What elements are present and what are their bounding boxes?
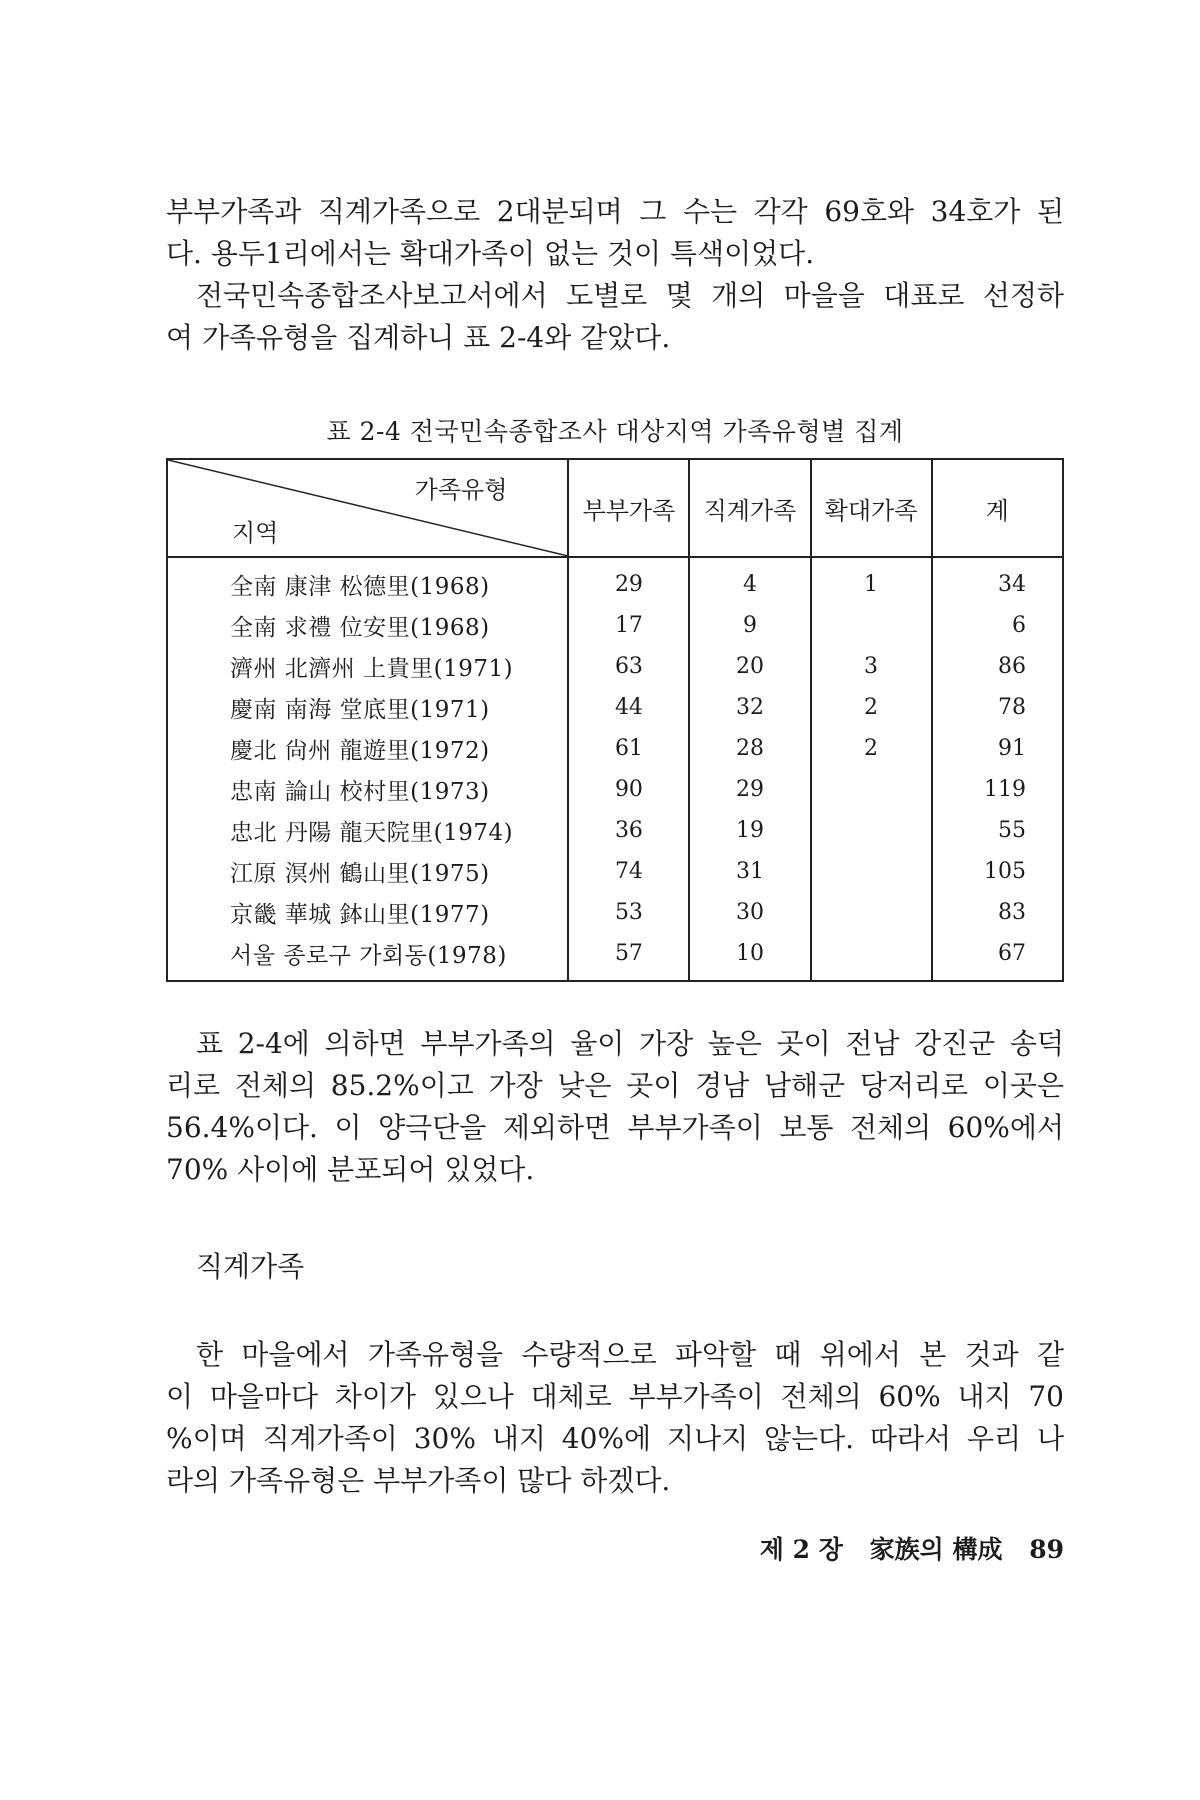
- intro-line: 다. 용두1리에서는 확대가족이 없는 것이 특색이었다.: [166, 237, 815, 270]
- extended-family-cell: 1: [811, 557, 932, 605]
- region-cell: 江原 溟州 鶴山里(1975): [167, 851, 568, 892]
- stem-family-cell: 9: [689, 605, 810, 646]
- region-cell: 忠南 論山 校村里(1973): [167, 769, 568, 810]
- nuclear-family-cell: 57: [568, 933, 689, 981]
- nuclear-family-cell: 53: [568, 892, 689, 933]
- page-number: 89: [1029, 1535, 1064, 1564]
- analysis-line: 표 2-4에 의하면 부부가족의 율이 가장 높은 곳이 전남 강진군 송덕: [196, 1027, 1064, 1060]
- total-cell: 83: [932, 892, 1063, 933]
- column-header: 부부가족: [568, 459, 689, 557]
- region-cell: 서울 종로구 가회동(1978): [167, 933, 568, 981]
- diagonal-line: [168, 460, 568, 556]
- column-header: 계: [932, 459, 1063, 557]
- stem-family-cell: 20: [689, 646, 810, 687]
- chapter-label: 제 2 장: [759, 1535, 843, 1564]
- table-row: [167, 646, 1063, 687]
- extended-family-cell: [811, 769, 932, 810]
- table-caption: 표 2-4 전국민속종합조사 대상지역 가족유형별 집계: [326, 417, 904, 446]
- total-cell: 86: [932, 646, 1063, 687]
- stem-family-cell: 10: [689, 933, 810, 981]
- region-cell: 京畿 華城 鉢山里(1977): [167, 892, 568, 933]
- extended-family-cell: [811, 892, 932, 933]
- intro-line: 전국민속종합조사보고서에서 도별로 몇 개의 마을을 대표로 선정하: [196, 279, 1064, 312]
- total-cell: 105: [932, 851, 1063, 892]
- table-row: [167, 892, 1063, 933]
- analysis-line: 56.4%이다. 이 양극단을 제외하면 부부가족이 보통 전체의 60%에서: [166, 1111, 1064, 1144]
- stem-family-cell: 4: [689, 557, 810, 605]
- column-type-label: 가족유형: [414, 476, 508, 504]
- table-header-row: [167, 459, 1063, 557]
- intro-line: 부부가족과 직계가족으로 2대분되며 그 수는 각각 69호와 34호가 된: [166, 195, 1064, 228]
- total-cell: 91: [932, 728, 1063, 769]
- table-row: [167, 851, 1063, 892]
- nuclear-family-cell: 90: [568, 769, 689, 810]
- conclusion-line: %이며 직계가족이 30% 내지 40%에 지나지 않는다. 따라서 우리 나: [166, 1422, 1064, 1455]
- stem-family-cell: 32: [689, 687, 810, 728]
- table-row: [167, 605, 1063, 646]
- region-label: 지역: [232, 519, 279, 547]
- intro-paragraph: [166, 191, 1064, 359]
- table-row: [167, 557, 1063, 605]
- total-cell: 34: [932, 557, 1063, 605]
- extended-family-cell: 3: [811, 646, 932, 687]
- conclusion-paragraph: [166, 1334, 1064, 1502]
- table-row: [167, 933, 1063, 981]
- extended-family-cell: [811, 810, 932, 851]
- analysis-line: 리로 전체의 85.2%이고 가장 낮은 곳이 경남 남해군 당저리로 이곳은: [166, 1069, 1064, 1102]
- stem-family-cell: 19: [689, 810, 810, 851]
- intro-line: 여 가족유형을 집계하니 표 2-4와 같았다.: [166, 321, 671, 354]
- nuclear-family-cell: 63: [568, 646, 689, 687]
- nuclear-family-cell: 74: [568, 851, 689, 892]
- region-cell: 忠北 丹陽 龍天院里(1974): [167, 810, 568, 851]
- nuclear-family-cell: 17: [568, 605, 689, 646]
- region-cell: 全南 康津 松德里(1968): [167, 557, 568, 605]
- family-type-table: [166, 458, 1064, 982]
- region-cell: 全南 求禮 位安里(1968): [167, 605, 568, 646]
- analysis-paragraph: [166, 1023, 1064, 1191]
- extended-family-cell: [811, 605, 932, 646]
- region-cell: 慶北 尙州 龍遊里(1972): [167, 728, 568, 769]
- stem-family-cell: 28: [689, 728, 810, 769]
- page-footer: [760, 1530, 1064, 1566]
- conclusion-line: 라의 가족유형은 부부가족이 많다 하겠다.: [166, 1464, 671, 1497]
- total-cell: 55: [932, 810, 1063, 851]
- extended-family-cell: 2: [811, 728, 932, 769]
- conclusion-line: 이 마을마다 차이가 있으나 대체로 부부가족이 전체의 60% 내지 70: [166, 1380, 1064, 1413]
- column-header: 직계가족: [689, 459, 810, 557]
- nuclear-family-cell: 29: [568, 557, 689, 605]
- extended-family-cell: 2: [811, 687, 932, 728]
- table-row: [167, 810, 1063, 851]
- nuclear-family-cell: 36: [568, 810, 689, 851]
- conclusion-line: 한 마을에서 가족유형을 수량적으로 파악할 때 위에서 본 것과 같: [196, 1338, 1064, 1371]
- total-cell: 119: [932, 769, 1063, 810]
- extended-family-cell: [811, 851, 932, 892]
- total-cell: 78: [932, 687, 1063, 728]
- region-cell: 慶南 南海 堂底里(1971): [167, 687, 568, 728]
- stem-family-cell: 31: [689, 851, 810, 892]
- nuclear-family-cell: 61: [568, 728, 689, 769]
- section-heading: 직계가족: [196, 1250, 305, 1283]
- nuclear-family-cell: 44: [568, 687, 689, 728]
- total-cell: 6: [932, 605, 1063, 646]
- stem-family-cell: 30: [689, 892, 810, 933]
- table-row: [167, 769, 1063, 810]
- table-row: [167, 687, 1063, 728]
- diagonal-corner-cell: [167, 459, 568, 557]
- extended-family-cell: [811, 933, 932, 981]
- total-cell: 67: [932, 933, 1063, 981]
- column-header: 확대가족: [811, 459, 932, 557]
- table-row: [167, 728, 1063, 769]
- chapter-title: 家族의 構成: [869, 1535, 1003, 1564]
- analysis-line: 70% 사이에 분포되어 있었다.: [166, 1153, 535, 1186]
- region-cell: 濟州 北濟州 上貴里(1971): [167, 646, 568, 687]
- stem-family-cell: 29: [689, 769, 810, 810]
